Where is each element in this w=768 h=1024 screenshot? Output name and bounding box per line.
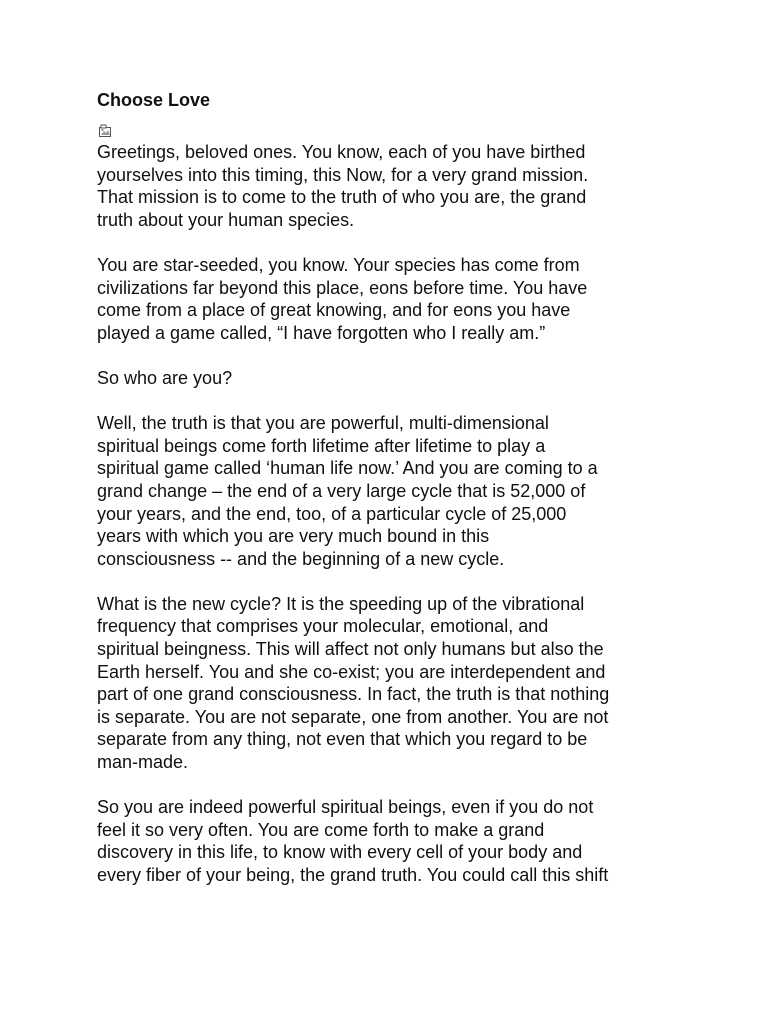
body-paragraph [97, 796, 667, 886]
paragraph-line: discovery in this life, to know with every cell of your body and [97, 842, 583, 863]
body-paragraph [97, 367, 667, 390]
body-paragraph [97, 412, 667, 570]
paragraph-line: man-made. [97, 752, 189, 773]
body-paragraph [97, 141, 667, 231]
broken-image-icon [98, 124, 112, 138]
paragraph-line: So you are indeed powerful spiritual beings, even if you do not [97, 797, 594, 818]
paragraph-line: yourselves into this timing, this Now, for a very grand mission. [97, 164, 589, 185]
paragraph-line: Well, the truth is that you are powerful, multi-dimensional [97, 413, 549, 434]
paragraph-line: spiritual beingness. This will affect not only humans but also the [97, 639, 604, 660]
paragraph-line: separate from any thing, not even that which you regard to be [97, 729, 588, 750]
paragraph-line: is separate. You are not separate, one from another. You are not [97, 706, 609, 727]
paragraph-line: frequency that comprises your molecular, emotional, and [97, 616, 549, 637]
paragraph-line: your years, and the end, too, of a particular cycle of 25,000 [97, 503, 567, 524]
paragraph-line: every fiber of your being, the grand truth. You could call this shift [97, 865, 609, 885]
paragraph-line: grand change – the end of a very large cycle that is 52,000 of [97, 480, 586, 501]
paragraph-line: consciousness -- and the beginning of a new cycle. [97, 548, 505, 569]
paragraph-line: years with which you are very much bound in this [97, 526, 490, 547]
paragraph-line: What is the new cycle? It is the speeding up of the vibrational [97, 593, 585, 614]
paragraph-line: spiritual beings come forth lifetime after lifetime to play a [97, 435, 546, 456]
paragraph-line: Earth herself. You and she co-exist; you are interdependent and [97, 661, 606, 682]
document-title: Choose Love [97, 90, 211, 110]
body-paragraph [97, 593, 667, 774]
paragraph-line: part of one grand consciousness. In fact, the truth is that nothing [97, 684, 610, 705]
paragraph-line: truth about your human species. [97, 209, 355, 230]
paragraph-line: You are star-seeded, you know. Your species has come from [97, 254, 580, 275]
paragraph-line: So who are you? [97, 367, 233, 388]
document-body [97, 141, 667, 887]
document-page [97, 88, 667, 909]
paragraph-line: civilizations far beyond this place, eons before time. You have [97, 277, 588, 298]
paragraph-line: Greetings, beloved ones. You know, each of you have birthed [97, 142, 586, 162]
paragraph-line: That mission is to come to the truth of who you are, the grand [97, 187, 587, 208]
paragraph-line: played a game called, “I have forgotten who I really am.” [97, 322, 546, 343]
paragraph-line: come from a place of great knowing, and for eons you have [97, 300, 571, 321]
body-paragraph [97, 254, 667, 344]
paragraph-line: spiritual game called ‘human life now.’ And you are coming to a [97, 458, 598, 479]
paragraph-line: feel it so very often. You are come forth to make a grand [97, 819, 545, 840]
